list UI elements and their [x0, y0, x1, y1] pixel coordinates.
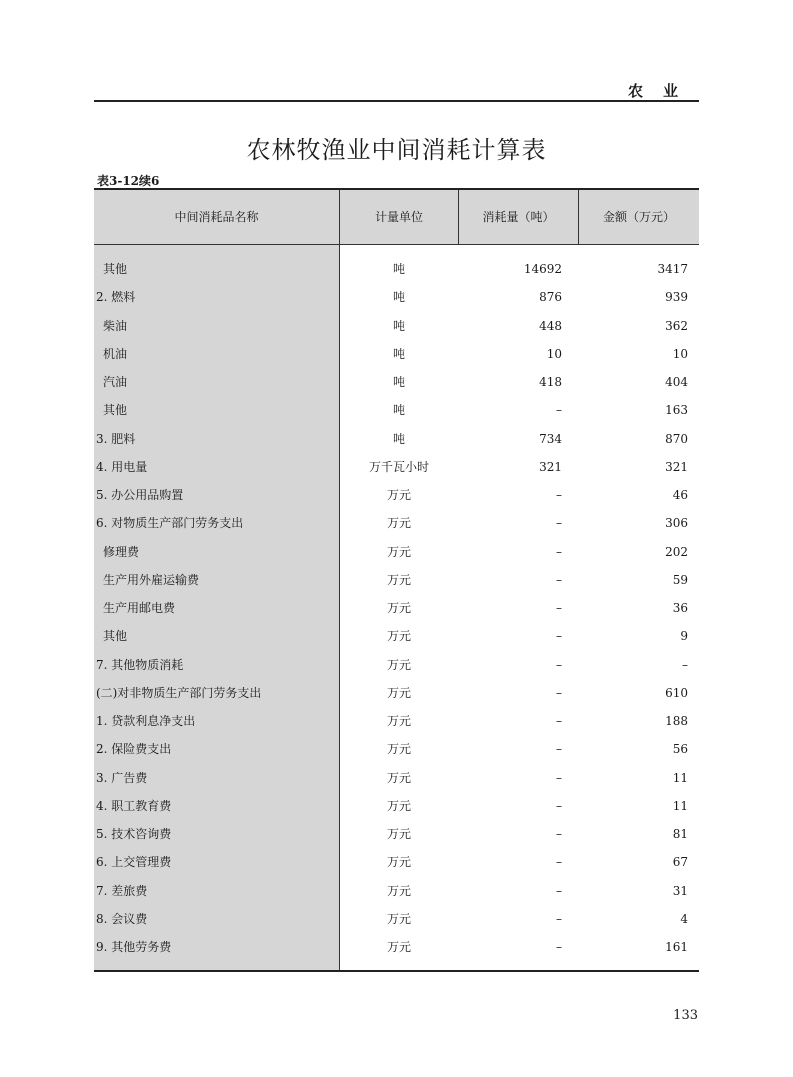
amount-cell: 610: [665, 685, 688, 700]
quantity-cell: –: [556, 883, 562, 898]
table-row: [94, 679, 699, 707]
amount-cell: 46: [672, 488, 688, 502]
page-number: 133: [673, 1008, 698, 1023]
unit-cell: 吨: [392, 431, 405, 446]
amount-cell: 3417: [657, 262, 688, 276]
unit-cell: 万元: [386, 770, 411, 785]
table-row: [94, 340, 699, 368]
quantity-cell: –: [556, 855, 562, 870]
column-divider-3: [578, 190, 579, 244]
quantity-cell: –: [556, 798, 562, 813]
quantity-cell: –: [556, 601, 562, 615]
quantity-cell: –: [556, 770, 562, 785]
item-name-cell: 2. 保险费支出: [96, 742, 172, 757]
table-row: [94, 368, 699, 396]
amount-cell: 67: [672, 855, 688, 870]
amount-cell: 36: [672, 601, 688, 615]
amount-cell: 59: [672, 572, 688, 587]
unit-cell: 万元: [386, 883, 411, 898]
unit-cell: 万元: [386, 855, 411, 870]
item-name-cell: 4. 用电量: [96, 459, 148, 474]
amount-cell: 404: [665, 375, 688, 389]
quantity-cell: –: [556, 488, 562, 502]
page-title: 农林牧渔业中间消耗计算表: [246, 136, 547, 164]
unit-cell: 万元: [386, 911, 411, 926]
table-row: [94, 594, 699, 622]
item-name-cell: 8. 会议费: [96, 911, 148, 926]
unit-cell: 万元: [386, 798, 411, 813]
table-row: [94, 566, 699, 594]
quantity-cell: –: [556, 827, 562, 841]
table-row: [94, 312, 699, 340]
quantity-cell: 734: [539, 431, 562, 446]
unit-cell: 吨: [392, 375, 405, 389]
item-name-cell: 机油: [103, 346, 128, 361]
item-name-cell: 3. 广告费: [96, 770, 148, 785]
table-row: [94, 425, 699, 453]
unit-cell: 吨: [392, 403, 405, 418]
amount-cell: 306: [665, 516, 688, 531]
amount-cell: 321: [665, 459, 688, 474]
quantity-cell: 418: [539, 375, 562, 389]
item-name-cell: 4. 职工教育费: [96, 798, 172, 813]
item-name-cell: (二)对非物质生产部门劳务支出: [96, 685, 262, 700]
table-row: [94, 764, 699, 792]
unit-cell: 万元: [386, 827, 411, 841]
quantity-cell: 448: [539, 318, 562, 333]
unit-cell: 万元: [386, 488, 411, 502]
amount-cell: 81: [672, 827, 688, 841]
table-row: [94, 651, 699, 679]
table-row: [94, 283, 699, 311]
item-name-cell: 5. 办公用品购置: [96, 488, 184, 502]
quantity-cell: 14692: [523, 262, 562, 276]
table-row: [94, 820, 699, 848]
unit-cell: 万元: [386, 714, 411, 728]
amount-cell: 11: [672, 798, 688, 813]
quantity-cell: –: [556, 544, 562, 559]
table-row: [94, 622, 699, 650]
table-row: [94, 481, 699, 509]
unit-cell: 万元: [386, 572, 411, 587]
table-row: [94, 255, 699, 283]
item-name-cell: 3. 肥料: [96, 431, 136, 446]
amount-cell: 202: [665, 544, 688, 559]
unit-cell: 吨: [392, 318, 405, 333]
unit-cell: 万元: [386, 940, 411, 954]
quantity-cell: 321: [539, 459, 562, 474]
table-row: [94, 707, 699, 735]
item-name-cell: 其他: [103, 403, 128, 418]
unit-cell: 万元: [386, 516, 411, 531]
table-bottom-rule: [94, 970, 699, 972]
amount-cell: 870: [665, 431, 688, 446]
table-number: 表3-12续6: [97, 174, 160, 188]
amount-cell: 161: [665, 940, 688, 954]
table-row: [94, 509, 699, 537]
unit-cell: 吨: [392, 290, 405, 305]
item-name-cell: 1. 贷款利息净支出: [96, 714, 196, 728]
table-row: [94, 538, 699, 566]
quantity-cell: 10: [546, 346, 562, 361]
column-header-quantity: 消耗量（吨）: [482, 210, 555, 224]
quantity-cell: –: [556, 403, 562, 418]
item-name-cell: 5. 技术咨询费: [96, 827, 172, 841]
item-name-cell: 汽油: [103, 375, 128, 389]
unit-cell: 万元: [386, 685, 411, 700]
quantity-cell: –: [556, 685, 562, 700]
unit-cell: 吨: [392, 346, 405, 361]
table-row: [94, 396, 699, 424]
unit-cell: 万元: [386, 544, 411, 559]
table-row: [94, 792, 699, 820]
amount-cell: 188: [665, 714, 688, 728]
column-header-amount: 金额（万元）: [602, 210, 675, 224]
amount-cell: 31: [672, 883, 688, 898]
amount-cell: 4: [680, 911, 688, 926]
table-row: [94, 453, 699, 481]
amount-cell: 10: [672, 346, 688, 361]
unit-cell: 万元: [386, 742, 411, 757]
amount-cell: 939: [665, 290, 688, 305]
quantity-cell: –: [556, 516, 562, 531]
item-name-cell: 生产用邮电费: [103, 601, 176, 615]
item-name-cell: 7. 其他物质消耗: [96, 657, 184, 672]
item-name-cell: 生产用外雇运输费: [103, 572, 200, 587]
amount-cell: 56: [672, 742, 688, 757]
table-row: [94, 877, 699, 905]
item-name-cell: 6. 对物质生产部门劳务支出: [96, 516, 244, 531]
table-row: [94, 905, 699, 933]
quantity-cell: –: [556, 911, 562, 926]
table-header-row: [94, 190, 699, 245]
quantity-cell: –: [556, 657, 562, 672]
item-name-cell: 修理费: [103, 544, 140, 559]
amount-cell: 362: [665, 318, 688, 333]
unit-cell: 万元: [386, 601, 411, 615]
quantity-cell: –: [556, 940, 562, 954]
item-name-cell: 柴油: [103, 318, 128, 333]
section-header: 农业: [627, 82, 698, 100]
quantity-cell: –: [556, 629, 562, 644]
amount-cell: 11: [672, 770, 688, 785]
item-name-cell: 7. 差旅费: [96, 883, 148, 898]
column-header-unit: 计量单位: [374, 210, 423, 224]
unit-cell: 万元: [386, 657, 411, 672]
item-name-cell: 其他: [103, 629, 128, 644]
amount-cell: –: [682, 657, 688, 672]
column-divider-2: [458, 190, 459, 244]
unit-cell: 吨: [392, 262, 405, 276]
header-rule: [94, 100, 699, 102]
item-name-cell: 2. 燃料: [96, 290, 136, 305]
quantity-cell: –: [556, 572, 562, 587]
quantity-cell: –: [556, 742, 562, 757]
quantity-cell: –: [556, 714, 562, 728]
item-name-cell: 6. 上交管理费: [96, 855, 172, 870]
item-name-cell: 9. 其他劳务费: [96, 940, 172, 954]
unit-cell: 万元: [386, 629, 411, 644]
quantity-cell: 876: [539, 290, 562, 305]
table-body: [94, 255, 699, 961]
column-header-item-name: 中间消耗品名称: [174, 210, 259, 224]
table-row: [94, 933, 699, 961]
table-row: [94, 735, 699, 763]
item-name-cell: 其他: [103, 262, 128, 276]
amount-cell: 9: [680, 629, 688, 644]
table-row: [94, 848, 699, 876]
amount-cell: 163: [665, 403, 688, 418]
unit-cell: 万千瓦小时: [368, 459, 429, 474]
